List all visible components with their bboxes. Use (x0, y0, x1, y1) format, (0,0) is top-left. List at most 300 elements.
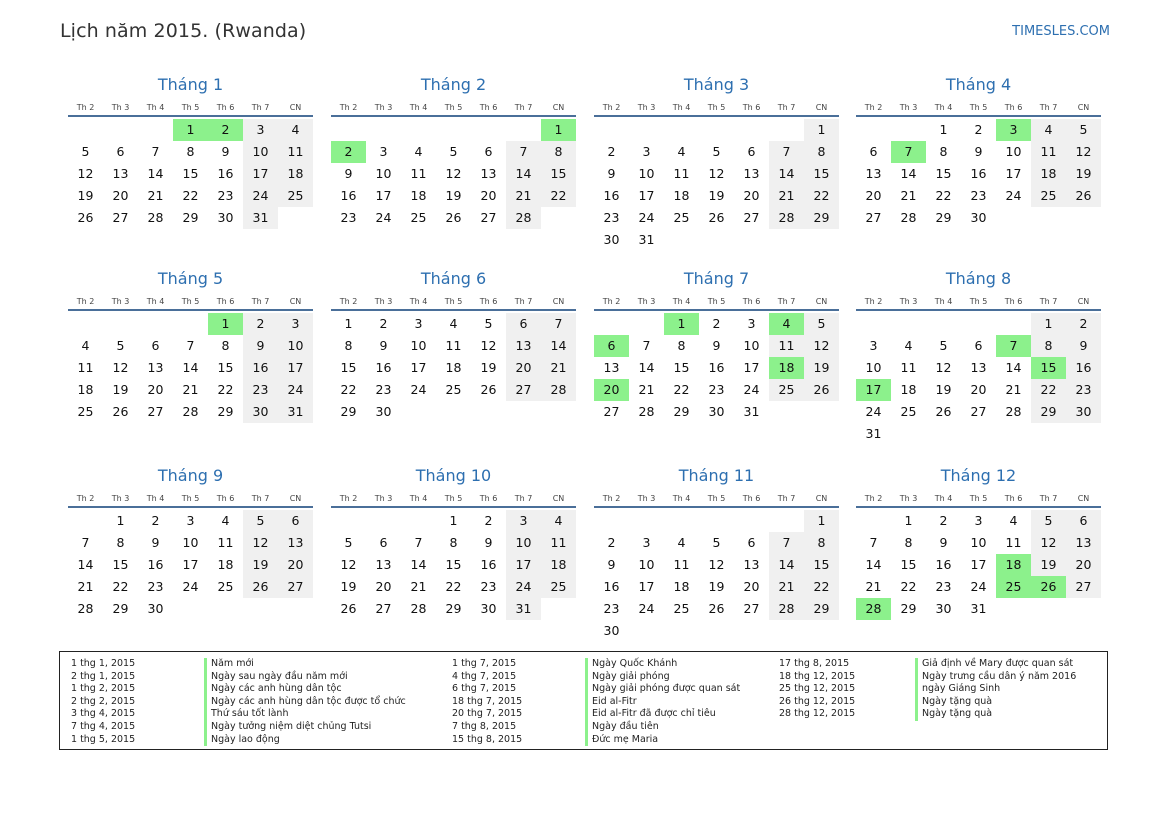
day-cell: 19 (708, 579, 725, 594)
weekday-label: Th 2 (76, 494, 95, 503)
holiday-date: 7 thg 8, 2015 (452, 720, 517, 732)
weekday-label: Th 5 (707, 494, 726, 503)
weekday-label: Th 6 (216, 103, 235, 112)
day-cell: 1 (904, 513, 913, 528)
day-blank (471, 119, 506, 141)
holiday-column (71, 658, 406, 746)
weekday-label: CN (289, 494, 302, 503)
weekday-header (856, 491, 1101, 508)
day-cell: 28 (410, 601, 427, 616)
day-cell: 18 (217, 557, 234, 572)
day-cell: 8 (541, 141, 576, 163)
holiday-row (779, 671, 1109, 684)
weekday-label: Th 4 (409, 494, 428, 503)
weekday-label: Th 7 (1039, 297, 1058, 306)
day-cell: 20 (970, 382, 987, 397)
day-cell: 11 (410, 166, 427, 181)
weekday-label: CN (552, 494, 565, 503)
day-cell: 26 (804, 379, 839, 401)
day-cell: 10 (278, 335, 313, 357)
holiday-day-cell: 1 (208, 313, 243, 335)
day-cell: 16 (243, 357, 278, 379)
day-blank (103, 119, 138, 141)
day-cell: 20 (112, 188, 129, 203)
holiday-row (452, 696, 782, 709)
day-cell: 20 (375, 579, 392, 594)
day-cell: 24 (243, 185, 278, 207)
weekday-label: Th 3 (374, 297, 393, 306)
weekday-label: CN (1077, 297, 1090, 306)
day-cell: 7 (151, 144, 160, 159)
month-calendar (856, 268, 1101, 445)
holiday-row (779, 708, 1109, 721)
day-cell: 27 (506, 379, 541, 401)
day-cell: 2 (974, 122, 983, 137)
day-cell: 28 (506, 207, 541, 229)
holiday-day-cell: 7 (996, 335, 1031, 357)
holiday-day-cell: 7 (891, 141, 926, 163)
holiday-day-cell: 18 (769, 357, 804, 379)
day-cell: 11 (769, 335, 804, 357)
day-cell: 12 (480, 338, 497, 353)
day-cell: 22 (217, 382, 234, 397)
day-cell: 3 (506, 510, 541, 532)
day-cell: 13 (278, 532, 313, 554)
day-cell: 30 (970, 210, 987, 225)
day-cell: 9 (1066, 335, 1101, 357)
day-cell: 28 (900, 210, 917, 225)
day-cell: 18 (900, 382, 917, 397)
day-cell: 18 (77, 382, 94, 397)
day-cell: 22 (900, 579, 917, 594)
day-cell: 15 (182, 166, 199, 181)
weekday-label: Th 2 (602, 494, 621, 503)
day-cell: 30 (603, 623, 620, 638)
day-cell: 22 (673, 382, 690, 397)
holiday-name: Ngày các anh hùng dân tộc (204, 683, 342, 696)
day-cell: 31 (865, 426, 882, 441)
day-cell: 21 (1005, 382, 1022, 397)
month-calendar (594, 74, 839, 251)
holiday-date: 7 thg 4, 2015 (71, 720, 136, 732)
holiday-row (71, 695, 406, 709)
day-cell: 4 (541, 510, 576, 532)
day-cell: 17 (970, 557, 987, 572)
day-cell: 9 (607, 166, 616, 181)
weekday-label: Th 7 (514, 103, 533, 112)
weekday-header (331, 294, 576, 311)
holiday-name: Eid al-Fitr (585, 696, 637, 709)
day-cell: 18 (278, 163, 313, 185)
holiday-day-cell: 15 (1031, 357, 1066, 379)
day-cell: 6 (506, 313, 541, 335)
day-cell: 14 (506, 163, 541, 185)
weekday-label: CN (815, 103, 828, 112)
weekday-label: Th 4 (672, 103, 691, 112)
weekday-label: Th 6 (742, 297, 761, 306)
holiday-date: 4 thg 7, 2015 (452, 670, 517, 682)
weekday-label: Th 2 (602, 297, 621, 306)
day-cell: 20 (480, 188, 497, 203)
day-cell: 17 (638, 188, 655, 203)
holiday-name: Năm mới (204, 658, 254, 671)
holiday-day-cell: 17 (856, 379, 891, 401)
day-cell: 7 (186, 338, 195, 353)
day-cell: 19 (243, 554, 278, 576)
day-cell: 24 (506, 576, 541, 598)
day-cell: 21 (638, 382, 655, 397)
holiday-name: Giả định về Mary được quan sát (915, 658, 1073, 671)
day-cell: 1 (1031, 313, 1066, 335)
holiday-name: Ngày Quốc Khánh (585, 658, 677, 671)
day-cell: 27 (865, 210, 882, 225)
day-cell: 19 (1066, 163, 1101, 185)
day-cell: 6 (974, 338, 983, 353)
weekday-label: Th 3 (374, 103, 393, 112)
day-cell: 1 (116, 513, 125, 528)
holiday-day-cell: 2 (331, 141, 366, 163)
weekday-label: Th 3 (637, 297, 656, 306)
day-cell: 12 (243, 532, 278, 554)
day-cell: 15 (900, 557, 917, 572)
holiday-name: Ngày các anh hùng dân tộc được tổ chức (204, 696, 406, 709)
day-cell: 30 (147, 601, 164, 616)
day-cell: 16 (603, 188, 620, 203)
day-cell: 23 (935, 579, 952, 594)
holiday-row (779, 658, 1109, 671)
day-cell: 20 (743, 188, 760, 203)
day-cell: 27 (970, 404, 987, 419)
weekday-label: Th 7 (777, 297, 796, 306)
weekday-label: Th 2 (864, 494, 883, 503)
weekday-label: Th 4 (934, 297, 953, 306)
day-cell: 29 (935, 210, 952, 225)
day-cell: 16 (480, 557, 497, 572)
day-cell: 19 (1031, 554, 1066, 576)
day-cell: 7 (869, 535, 878, 550)
day-cell: 24 (1005, 188, 1022, 203)
day-cell: 8 (186, 144, 195, 159)
month-title: Tháng 11 (678, 466, 755, 485)
day-blank (436, 119, 471, 141)
day-cell: 31 (278, 401, 313, 423)
weekday-label: Th 6 (216, 297, 235, 306)
weekday-label: Th 6 (1004, 103, 1023, 112)
weekday-label: Th 4 (672, 494, 691, 503)
weekday-label: Th 5 (969, 103, 988, 112)
day-cell: 21 (541, 357, 576, 379)
day-cell: 5 (484, 316, 493, 331)
day-cell: 2 (243, 313, 278, 335)
day-cell: 20 (865, 188, 882, 203)
holiday-row (452, 683, 782, 696)
day-cell: 20 (743, 579, 760, 594)
day-cell: 24 (743, 382, 760, 397)
holiday-row (452, 708, 782, 721)
day-blank (103, 313, 138, 335)
day-cell: 6 (869, 144, 878, 159)
day-cell: 6 (278, 510, 313, 532)
day-cell: 28 (541, 379, 576, 401)
day-cell: 11 (278, 141, 313, 163)
day-cell: 16 (708, 360, 725, 375)
holiday-day-cell: 28 (856, 598, 891, 620)
day-cell: 13 (506, 335, 541, 357)
day-cell: 16 (217, 166, 234, 181)
holiday-date: 18 thg 7, 2015 (452, 695, 523, 707)
day-cell: 8 (116, 535, 125, 550)
day-cell: 26 (445, 210, 462, 225)
day-blank (138, 119, 173, 141)
day-cell: 14 (769, 554, 804, 576)
weekday-label: Th 3 (374, 494, 393, 503)
day-cell: 22 (445, 579, 462, 594)
weekday-label: Th 2 (76, 103, 95, 112)
day-cell: 11 (1005, 535, 1022, 550)
day-cell: 23 (1066, 379, 1101, 401)
holiday-row (452, 658, 782, 671)
weekday-label: Th 2 (339, 297, 358, 306)
day-grid (331, 119, 576, 229)
day-cell: 18 (673, 579, 690, 594)
day-blank (506, 119, 541, 141)
day-grid (594, 510, 839, 642)
day-cell: 6 (1066, 510, 1101, 532)
day-grid (594, 119, 839, 251)
day-cell: 29 (804, 598, 839, 620)
day-cell: 27 (480, 210, 497, 225)
day-cell: 14 (410, 557, 427, 572)
day-blank (891, 119, 926, 141)
day-cell: 12 (708, 166, 725, 181)
day-cell: 22 (1031, 379, 1066, 401)
day-cell: 9 (974, 144, 983, 159)
weekday-label: Th 7 (251, 297, 270, 306)
day-cell: 5 (1031, 510, 1066, 532)
day-cell: 28 (638, 404, 655, 419)
day-cell: 21 (506, 185, 541, 207)
holiday-name: Thứ sáu tốt lành (204, 708, 288, 721)
day-cell: 11 (77, 360, 94, 375)
day-cell: 28 (77, 601, 94, 616)
day-cell: 2 (151, 513, 160, 528)
day-cell: 27 (1066, 576, 1101, 598)
day-cell: 11 (1031, 141, 1066, 163)
day-cell: 4 (1009, 513, 1018, 528)
day-cell: 7 (769, 532, 804, 554)
day-blank (699, 510, 734, 532)
day-cell: 8 (939, 144, 948, 159)
day-cell: 19 (340, 579, 357, 594)
day-blank (734, 510, 769, 532)
month-calendar (68, 465, 313, 620)
day-cell: 5 (712, 144, 721, 159)
site-link[interactable]: TIMESLES.COM (1012, 24, 1110, 39)
day-cell: 3 (186, 513, 195, 528)
day-cell: 22 (804, 576, 839, 598)
day-cell: 29 (217, 404, 234, 419)
day-cell: 25 (673, 210, 690, 225)
day-cell: 8 (344, 338, 353, 353)
day-cell: 30 (480, 601, 497, 616)
day-blank (769, 119, 804, 141)
day-cell: 9 (712, 338, 721, 353)
day-cell: 15 (217, 360, 234, 375)
day-cell: 6 (151, 338, 160, 353)
holiday-date: 26 thg 12, 2015 (779, 695, 856, 707)
day-cell: 18 (1031, 163, 1066, 185)
holiday-row (71, 721, 401, 734)
weekday-label: CN (552, 297, 565, 306)
day-cell: 14 (182, 360, 199, 375)
day-cell: 30 (217, 210, 234, 225)
day-cell: 12 (935, 360, 952, 375)
day-cell: 15 (340, 360, 357, 375)
holiday-column (779, 658, 1109, 721)
holiday-row (452, 721, 782, 734)
holiday-date: 2 thg 2, 2015 (71, 695, 136, 707)
day-cell: 29 (1031, 401, 1066, 423)
day-cell: 10 (865, 360, 882, 375)
day-cell: 8 (804, 141, 839, 163)
day-cell: 17 (506, 554, 541, 576)
day-blank (629, 313, 664, 335)
weekday-header (68, 491, 313, 508)
day-cell: 7 (541, 313, 576, 335)
weekday-label: Th 2 (339, 494, 358, 503)
day-cell: 14 (865, 557, 882, 572)
day-cell: 2 (712, 316, 721, 331)
day-cell: 12 (1031, 532, 1066, 554)
holiday-name: Ngày tưởng niệm diệt chủng Tutsi (204, 721, 371, 734)
day-cell: 11 (900, 360, 917, 375)
holiday-row (71, 671, 401, 684)
month-title: Tháng 12 (940, 466, 1017, 485)
day-cell: 13 (112, 166, 129, 181)
weekday-label: Th 7 (514, 494, 533, 503)
day-blank (891, 313, 926, 335)
weekday-label: Th 5 (707, 103, 726, 112)
day-cell: 14 (77, 557, 94, 572)
day-cell: 21 (182, 382, 199, 397)
day-cell: 24 (970, 579, 987, 594)
day-cell: 23 (603, 601, 620, 616)
day-cell: 22 (541, 185, 576, 207)
day-blank (68, 119, 103, 141)
holiday-name: Ngày sau ngày đầu năm mới (204, 671, 348, 684)
day-cell: 28 (769, 207, 804, 229)
month-title: Tháng 10 (415, 466, 492, 485)
holiday-column (452, 658, 782, 746)
day-cell: 29 (445, 601, 462, 616)
day-grid (856, 119, 1101, 229)
day-cell: 15 (673, 360, 690, 375)
day-cell: 2 (607, 535, 616, 550)
month-calendar (331, 268, 576, 423)
day-cell: 8 (449, 535, 458, 550)
weekday-label: CN (289, 103, 302, 112)
weekday-label: Th 2 (864, 103, 883, 112)
day-cell: 27 (603, 404, 620, 419)
day-blank (331, 510, 366, 532)
day-cell: 4 (1031, 119, 1066, 141)
day-blank (856, 510, 891, 532)
weekday-label: Th 6 (1004, 297, 1023, 306)
holiday-row (71, 683, 401, 696)
weekday-label: CN (1077, 494, 1090, 503)
weekday-header (594, 294, 839, 311)
day-cell: 5 (1066, 119, 1101, 141)
day-cell: 4 (414, 144, 423, 159)
day-cell: 2 (379, 316, 388, 331)
day-cell: 6 (379, 535, 388, 550)
day-cell: 10 (375, 166, 392, 181)
day-cell: 5 (116, 338, 125, 353)
weekday-label: Th 4 (409, 103, 428, 112)
weekday-label: Th 6 (216, 494, 235, 503)
weekday-label: CN (815, 297, 828, 306)
weekday-label: Th 5 (969, 494, 988, 503)
day-cell: 9 (151, 535, 160, 550)
weekday-label: CN (552, 103, 565, 112)
day-cell: 31 (743, 404, 760, 419)
day-cell: 4 (677, 144, 686, 159)
day-cell: 11 (217, 535, 234, 550)
day-cell: 3 (642, 144, 651, 159)
day-cell: 12 (1066, 141, 1101, 163)
holiday-row (452, 734, 782, 747)
day-cell: 11 (445, 338, 462, 353)
day-cell: 25 (445, 382, 462, 397)
weekday-label: Th 7 (514, 297, 533, 306)
holiday-day-cell: 18 (996, 554, 1031, 576)
day-cell: 25 (278, 185, 313, 207)
weekday-label: CN (289, 297, 302, 306)
day-cell: 12 (445, 166, 462, 181)
holiday-date: 28 thg 12, 2015 (779, 708, 856, 720)
weekday-label: Th 3 (899, 494, 918, 503)
day-blank (68, 313, 103, 335)
day-cell: 22 (340, 382, 357, 397)
day-cell: 17 (182, 557, 199, 572)
day-cell: 10 (243, 141, 278, 163)
day-cell: 19 (708, 188, 725, 203)
day-grid (856, 313, 1101, 445)
holiday-day-cell: 1 (541, 119, 576, 141)
day-blank (734, 119, 769, 141)
day-cell: 11 (673, 557, 690, 572)
weekday-label: Th 6 (742, 103, 761, 112)
day-cell: 3 (379, 144, 388, 159)
day-cell: 19 (445, 188, 462, 203)
weekday-label: CN (1077, 103, 1090, 112)
holiday-date: 1 thg 5, 2015 (71, 733, 136, 745)
weekday-label: Th 4 (146, 103, 165, 112)
day-cell: 12 (708, 557, 725, 572)
day-cell: 29 (900, 601, 917, 616)
day-cell: 23 (217, 188, 234, 203)
day-blank (699, 119, 734, 141)
day-cell: 25 (1031, 185, 1066, 207)
holiday-day-cell: 1 (664, 313, 699, 335)
day-cell: 21 (77, 579, 94, 594)
day-cell: 3 (747, 316, 756, 331)
day-cell: 8 (677, 338, 686, 353)
day-cell: 9 (221, 144, 230, 159)
day-cell: 10 (970, 535, 987, 550)
day-cell: 9 (379, 338, 388, 353)
holiday-row (779, 683, 1109, 696)
